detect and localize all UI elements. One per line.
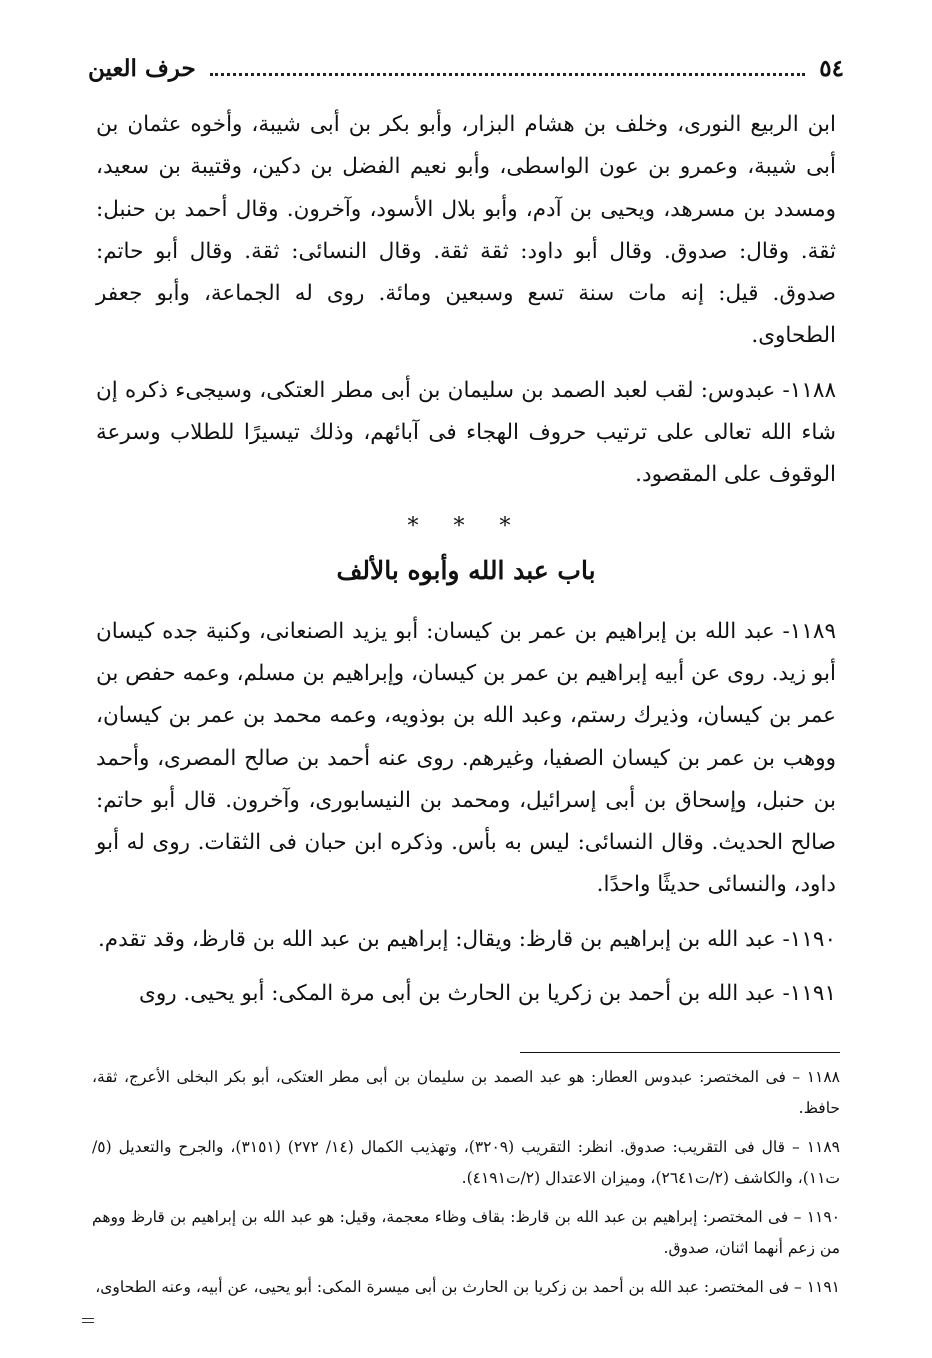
header-dotted-leader — [210, 73, 806, 76]
main-text — [96, 104, 836, 1015]
footnote-divider — [520, 1052, 840, 1053]
footnote-1190: ١١٩٠ – فى المختصر: إبراهيم بن عبد الله بن قارظ: بقاف وظاء معجمة، وقيل: هو عبد الله بن إبراهيم بن قارظ ووهم من زعم أنهما اثنان، صدوق. — [92, 1208, 840, 1257]
section-separator-stars: * * * — [407, 513, 525, 539]
page-header — [88, 50, 844, 86]
entry-1190: ١١٩٠- عبد الله بن إبراهيم بن قارظ: ويقال: إبراهيم بن عبد الله بن قارظ، وقد تقدم. — [97, 926, 836, 952]
page-number: ٥٤ — [819, 54, 844, 82]
footnote-1189: ١١٨٩ – قال فى التقريب: صدوق. انظر: التقريب (٣٢٠٩)، وتهذيب الكمال (١٤/ ٢٧٢) (٣١٥١)، والجرح والتعديل (٥/ت١١)، والكاشف (٢/ت٢٦٤١)، وميزان الاعتدال (٢/ت٤١٩١). — [92, 1138, 840, 1187]
running-title: حرف العين — [88, 54, 196, 82]
continuation-mark — [82, 1318, 94, 1319]
continuation-mark-line — [82, 1322, 94, 1323]
paragraph-continuation: ابن الربيع النورى، وخلف بن هشام البزار، وأبو بكر بن أبى شيبة، وأخوه عثمان بن أبى شيبة، وعمرو بن عون الواسطى، وأبو نعيم الفضل بن دكين، وقتيبة بن سعيد، ومسدد بن مسرهد، ويحيى بن آدم، وأبو بلال الأسود، وآخرون. وقال أحمد بن حنبل: ثقة. وقال: صدوق. وقال أبو داود: ثقة ثقة. وقال النسائى: ثقة. وقال أبو حاتم: صدوق. قيل: إنه مات سنة تسع وسبعين ومائة. روى له الجماعة، وأبو جعفر الطحاوى. — [96, 112, 836, 349]
entry-1191: ١١٩١- عبد الله بن أحمد بن زكريا بن الحارث بن أبى مرة المكى: أبو يحيى. روى — [139, 981, 836, 1007]
section-title: باب عبد الله وأبوه بالألف — [336, 555, 596, 585]
entry-1189: ١١٨٩- عبد الله بن إبراهيم بن عمر بن كيسان: أبو يزيد الصنعانى، وكنية جده كيسان أبو زيد. روى عن أبيه إبراهيم بن عمر بن كيسان، وإبراهيم بن مسلم، وعمه حفص بن عمر بن كيسان، وذيرك رستم، وعبد الله بن بوذويه، وعمه محمد بن عمر بن كيسان، ووهب بن عمر بن كيسان الصفيا، وغيرهم. روى عنه أحمد بن صالح المصرى، وأحمد بن حنبل، وإسحاق بن أبى إسرائيل، ومحمد بن النيسابورى، وآخرون. قال أبو حاتم: صالح الحديث. وقال النسائى: ليس به بأس. وذكره ابن حبان فى الثقات. روى له أبو داود، والنسائى حديثًا واحدًا. — [96, 618, 836, 898]
entry-1188: ١١٨٨- عبدوس: لقب لعبد الصمد بن سليمان بن أبى مطر العتكى، وسيجىء ذكره إن شاء الله تعالى على ترتيب حروف الهجاء فى آبائهم، وذلك تيسيرًا للطلاب وسرعة الوقوف على المقصود. — [96, 377, 836, 488]
footnotes — [92, 1062, 840, 1311]
footnote-1188: ١١٨٨ – فى المختصر: عبدوس العطار: هو عبد الصمد بن سليمان بن أبى مطر العتكى، أبو بكر البخلى الأعرج، ثقة، حافظ. — [92, 1068, 840, 1117]
footnote-1191: ١١٩١ – فى المختصر: عبد الله بن أحمد بن زكريا بن الحارث بن أبى ميسرة المكى: أبو يحيى، عن أبيه، وعنه الطحاوى، — [95, 1278, 840, 1296]
